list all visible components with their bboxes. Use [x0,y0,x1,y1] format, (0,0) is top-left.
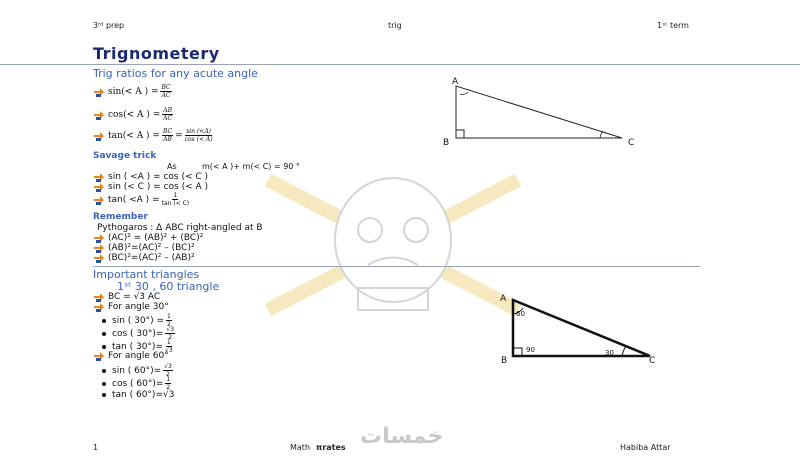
cos60-line [100,376,173,391]
tan60-line [100,390,174,400]
savage-line-3 [93,192,191,207]
remember-line-2 [93,243,195,253]
sin-num: BC [161,84,171,91]
footer-center: Math [290,443,311,452]
tan-num2: sin (<A) [186,128,211,135]
angle-a-label: 60 [516,310,525,318]
triangle1-label-b: B [443,138,450,148]
arrow-bullet-icon [93,292,105,302]
for-30-line [93,302,169,312]
footer-center-brand: πrates [316,443,346,452]
arrow-bullet-icon [93,253,105,263]
savage-tan-den: tan (< C) [161,200,190,207]
savage-line-1 [93,172,208,182]
arrow-bullet-icon [93,195,105,205]
sin60-den: 2 [166,371,170,378]
tan-label: tan(< A ) = [108,130,160,141]
remember-line-2-text: (AB)²=(AC)² – (BC)² [108,243,195,253]
section-divider [93,266,700,267]
triangle2-label-a: A [500,294,507,304]
sin30-num: 1 [167,313,171,320]
sin60-label: sin ( 60°)= [112,365,162,376]
bc-relation-line [93,292,160,302]
bullet-dot [102,319,106,323]
savage-trick-heading: Savage trick [93,151,157,161]
tan-num: BC [162,128,173,135]
remember-line-3 [93,253,195,263]
bullet-dot [102,382,106,386]
savage-line-3-text: tan( <A ) = [108,194,160,205]
arrow-bullet-icon [93,302,105,312]
savage-as-text: m(< A )+ m(< C) = 90 ° [202,162,300,171]
sin30-label: sin ( 30°) = [112,315,164,326]
cos30-den: 2 [168,334,173,341]
footer-author: Habiba Attar [620,443,671,452]
title-divider [0,64,800,65]
bullet-dot [102,369,106,373]
arrow-bullet-icon [93,110,105,120]
tan-den2: cos (< A) [184,136,213,143]
for-30-text: For angle 30° [108,302,169,312]
bc-relation-text: BC = √3 AC [108,292,161,302]
triangle-30-60-diagram [500,294,660,366]
tan60-label: tan ( 60°)=√3 [112,390,175,400]
savage-line-2-text: sin (< C ) = cos (< A ) [108,182,209,192]
cos60-num: 1 [166,376,171,383]
arrow-bullet-icon [93,243,105,253]
remember-heading: Remember [93,212,148,222]
sin-label: sin(< A ) = [108,86,159,97]
arrow-bullet-icon [93,87,105,97]
savage-as-word: As [167,162,177,171]
cos60-den: 2 [166,384,171,391]
cos30-label: cos ( 30°)= [112,328,164,339]
arrow-bullet-icon [93,182,105,192]
tan30-den: √3 [165,347,173,354]
sin-ratio-line [93,84,174,99]
for-60-line [93,351,169,361]
angle-b-label: 90 [526,346,535,354]
cos-num: AB [163,107,173,114]
arrow-bullet-icon [93,131,105,141]
cos60-label: cos ( 60°)= [112,378,164,389]
remember-line-1-text: (AC)² = (AB)² + (BC)² [108,233,204,243]
triangle1-label-a: A [452,77,459,87]
triangle1-label-c: C [628,138,635,148]
savage-line-2 [93,182,208,192]
cos-ratio-line [93,107,175,122]
sin30-den: 2 [167,321,171,328]
sin-den: AC [161,92,171,99]
savage-line-1-text: sin ( <A ) = cos (< C ) [108,172,209,182]
arrow-bullet-icon [93,351,105,361]
sin60-num: √3 [164,363,172,370]
triangle-30-60-subheading: 1ˢᵗ 30 , 60 triangle [117,280,220,293]
footer-watermark: خمسات [360,424,444,449]
triangle-abc-diagram [440,76,650,150]
for-60-text: For angle 60° [108,351,169,361]
remember-line-1 [93,233,203,243]
tan-den: AB [163,136,172,143]
triangle2-label-b: B [501,356,508,366]
header-right: 1ˢᵗ term [657,21,689,30]
pythagoras-intro: Pythogaros : Δ ABC right-angled at B [97,223,263,233]
tan30-label: tan ( 30°)= [112,341,163,352]
cos30-num: √3 [166,326,175,333]
arrow-bullet-icon [93,233,105,243]
tan30-num: 1 [166,339,171,346]
bullet-dot [102,332,106,336]
important-triangles-heading: Important triangles [93,268,200,281]
bullet-dot [102,393,106,397]
arrow-bullet-icon [93,172,105,182]
tan-ratio-line [93,128,215,143]
tan-eq: = [175,130,183,141]
angle-c-label: 30 [605,349,614,357]
remember-line-3-text: (BC)²=(AC)² – (AB)² [108,253,195,263]
header-left: 3ʳᵈ prep [93,21,125,30]
skull-watermark-icon [258,160,528,330]
trig-ratios-heading: Trig ratios for any acute angle [93,67,258,80]
header-center: trig [388,21,402,30]
footer-page-number: 1 [93,443,99,452]
triangle2-label-c: C [649,356,656,366]
cos-label: cos(< A ) = [108,109,161,120]
cos-den: AC [163,115,173,122]
page-title: Trignometery [93,44,220,63]
savage-tan-num: 1 [173,192,178,199]
bullet-dot [102,345,106,349]
